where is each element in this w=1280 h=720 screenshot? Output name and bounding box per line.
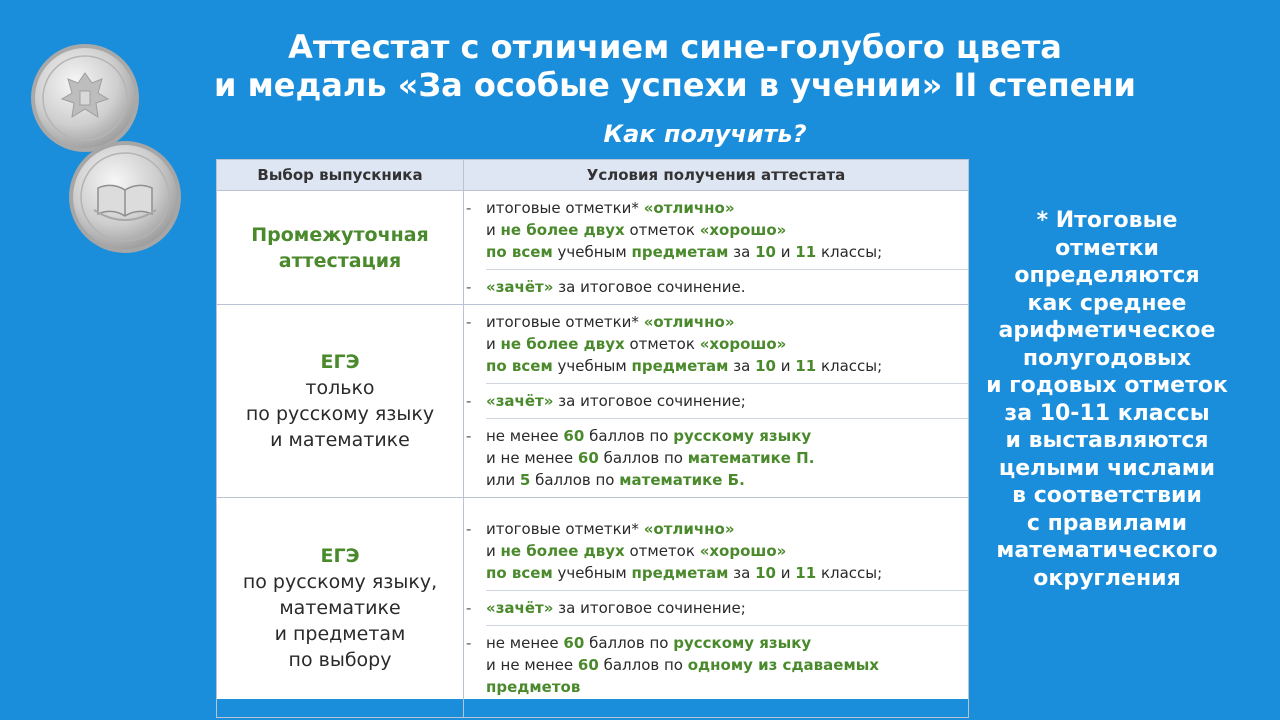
footnote-line: арифметическое [998,318,1216,343]
conditions-cell [464,305,969,498]
condition-item: - «зачёт» за итоговое сочинение; [466,598,746,617]
conditions-cell [464,498,969,718]
footnote [972,207,1242,592]
conditions-table [216,159,969,699]
choice-line: по выбору [288,648,392,671]
choice-line: только [305,377,375,399]
subtitle: Как получить? [603,120,807,148]
choice-line: математике [279,596,401,619]
choice-line: Промежуточная [251,223,429,246]
footnote-line: с правилами [1026,510,1188,536]
choice-cell [217,498,464,718]
choice-line: и предметам [274,622,406,645]
conditions-cell [464,191,969,305]
condition-item: - «зачёт» за итоговое сочинение; [466,392,746,410]
footnote-line: округления [1033,565,1181,591]
choice-line: ЕГЭ [320,544,360,567]
condition-item: - итоговые отметки* «отлично» и не более двух отметок «хорошо» по всем учебным предметам за 10 и 11 классы; [466,313,883,375]
choice-line: и математике [270,429,410,451]
table-row [217,305,969,498]
medal-open-book-icon [68,140,182,254]
header-conditions: Условия получения аттестата [464,160,969,191]
choice-line: ЕГЭ [320,351,360,373]
choice-line: аттестация [278,249,402,272]
footnote-line: и выставляются [1005,428,1209,453]
footnote-line: определяются [1014,263,1200,288]
medal-russia-emblem-icon [30,43,140,153]
footnote-line: отметки [1055,235,1159,261]
page-title [150,28,1200,104]
title-line-2: и медаль «За особые успехи в учении» II степени [214,66,1136,104]
table-header-row [217,160,969,191]
footnote-line: в соответствии [1012,483,1202,508]
footnote-line: как среднее [1027,290,1187,316]
footnote-line: * Итоговые [1036,208,1178,233]
footnote-line: математического [996,538,1218,563]
table-row [217,191,969,305]
header-choice: Выбор выпускника [217,160,464,191]
condition-item: - не менее 60 баллов по русскому языку и не менее 60 баллов по одному из сдаваемых предметов [466,633,879,696]
choice-cell [217,191,464,305]
condition-item: - «зачёт» за итоговое сочинение. [466,278,746,296]
choice-cell [217,305,464,498]
choice-line: по русскому языку [245,403,435,425]
footnote-line: полугодовых [1022,345,1192,371]
title-line-1: Аттестат с отличием сине-голубого цвета [288,28,1062,66]
choice-line: по русскому языку, [242,570,438,593]
footnote-line: целыми числами [998,455,1216,481]
condition-item: - итоговые отметки* «отлично» и не более двух отметок «хорошо» по всем учебным предметам за 10 и 11 классы; [466,519,883,582]
condition-item: - не менее 60 баллов по русскому языку и не менее 60 баллов по математике П. или 5 баллов по математике Б. [466,427,815,489]
footnote-line: и годовых отметок [986,373,1228,398]
footnote-line: за 10-11 классы [1004,400,1210,426]
condition-item: - итоговые отметки* «отлично» и не более двух отметок «хорошо» по всем учебным предметам за 10 и 11 классы; [466,199,883,261]
table-row [217,498,969,718]
